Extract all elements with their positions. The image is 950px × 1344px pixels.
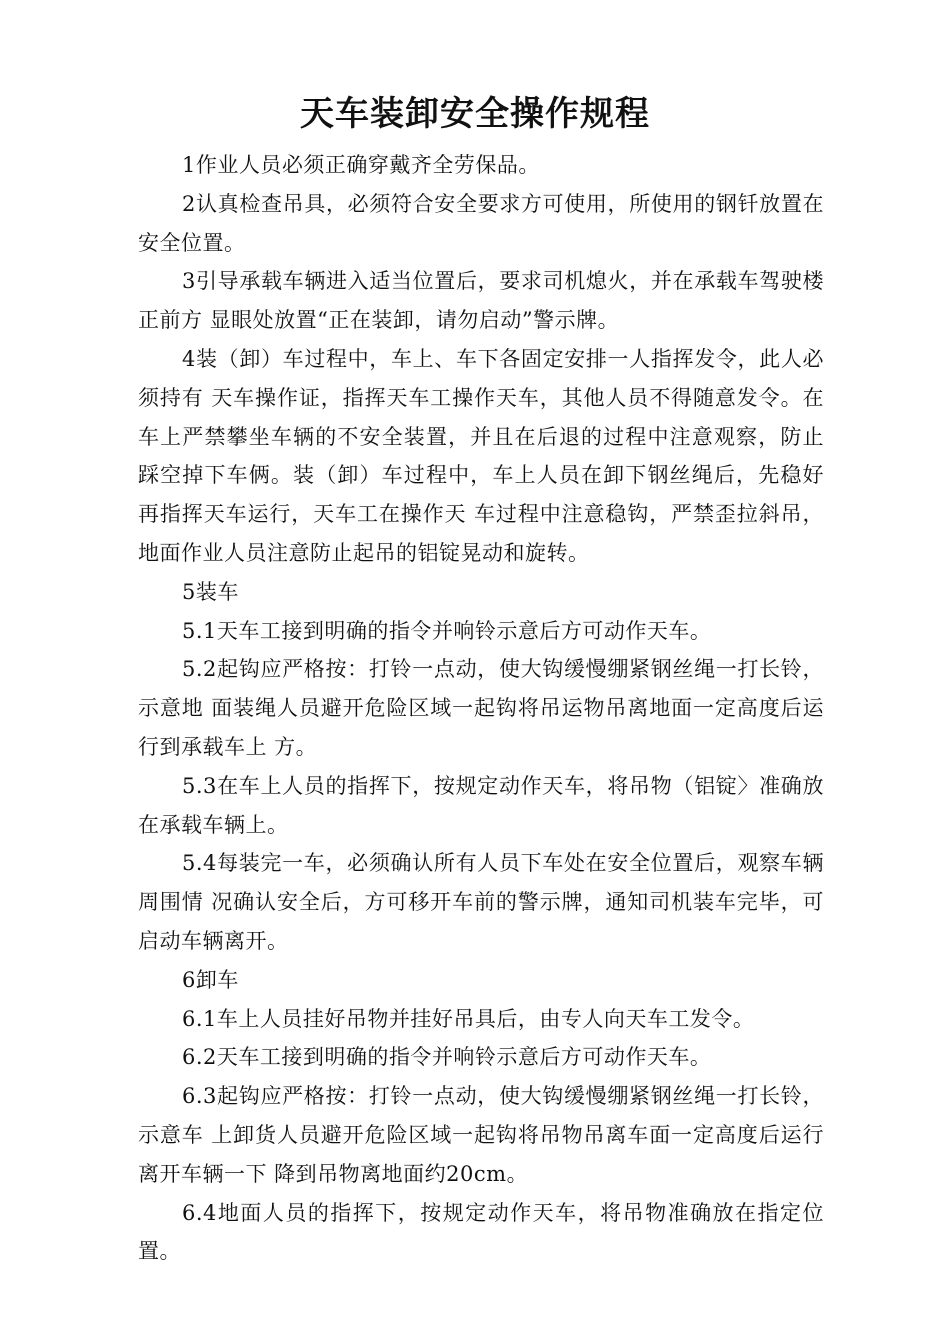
document-title: 天车装卸安全操作规程 (300, 94, 650, 134)
paragraph: 5.4每装完一车，必须确认所有人员下车处在安全位置后，观察车辆周围情 况确认安全后，方可移开车前的警示牌，通知司机装车完毕，可启动车辆离开。 (138, 851, 824, 953)
section-heading: 5装车 (182, 579, 239, 604)
paragraph: 6.3起钩应严格按：打铃一点动，使大钩缓慢绷紧钢丝绳一打长铃，示意车 上卸货人员避开危险区域一起钩将吊物吊离车面一定高度后运行离开车辆一下 降到吊物离地面约20cm。 (138, 1084, 824, 1186)
paragraph: 6.4地面人员的指挥下，按规定动作天车，将吊物准确放在指定位置。 (138, 1200, 824, 1264)
paragraph: 5.3在车上人员的指挥下，按规定动作天车，将吊物（铝锭〉准确放在承载车辆上。 (138, 773, 824, 837)
paragraph: 2认真检查吊具，必须符合安全要求方可使用，所使用的钢钎放置在安全位置。 (138, 191, 824, 255)
paragraph: 4装（卸）车过程中，车上、车下各固定安排一人指挥发令，此人必须持有 天车操作证，指挥天车工操作天车，其他人员不得随意发令。在车上严禁攀坐车辆的不安全装置，并且在后退的过程中注意观察，防止踩空掉下车俩。装（卸）车过程中，车上人员在卸下钢丝绳后，先稳好再指挥天车运行，天车工在操作天 车过程中注意稳钩，严禁歪拉斜吊，地面作业人员注意防止起吊的铝锭晃动和旋转。 (138, 346, 824, 565)
paragraph: 3引导承载车辆进入适当位置后，要求司机熄火，并在承载车驾驶楼正前方 显眼处放置“正在装卸，请勿启动”警示牌。 (138, 269, 824, 333)
paragraph: 1作业人员必须正确穿戴齐全劳保品。 (182, 153, 540, 177)
paragraph: 6.2天车工接到明确的指令并响铃示意后方可动作天车。 (182, 1045, 712, 1070)
paragraph: 6.1车上人员挂好吊物并挂好吊具后，由专人向天车工发令。 (182, 1006, 755, 1031)
document-body (138, 146, 824, 1271)
paragraph: 5.2起钩应严格按：打铃一点动，使大钩缓慢绷紧钢丝绳一打长铃，示意地 面装绳人员避开危险区域一起钩将吊运物吊离地面一定高度后运行到承载车上 方。 (138, 657, 824, 759)
section-heading: 6卸车 (182, 967, 239, 992)
paragraph: 5.1天车工接到明确的指令并响铃示意后方可动作天车。 (182, 618, 712, 643)
